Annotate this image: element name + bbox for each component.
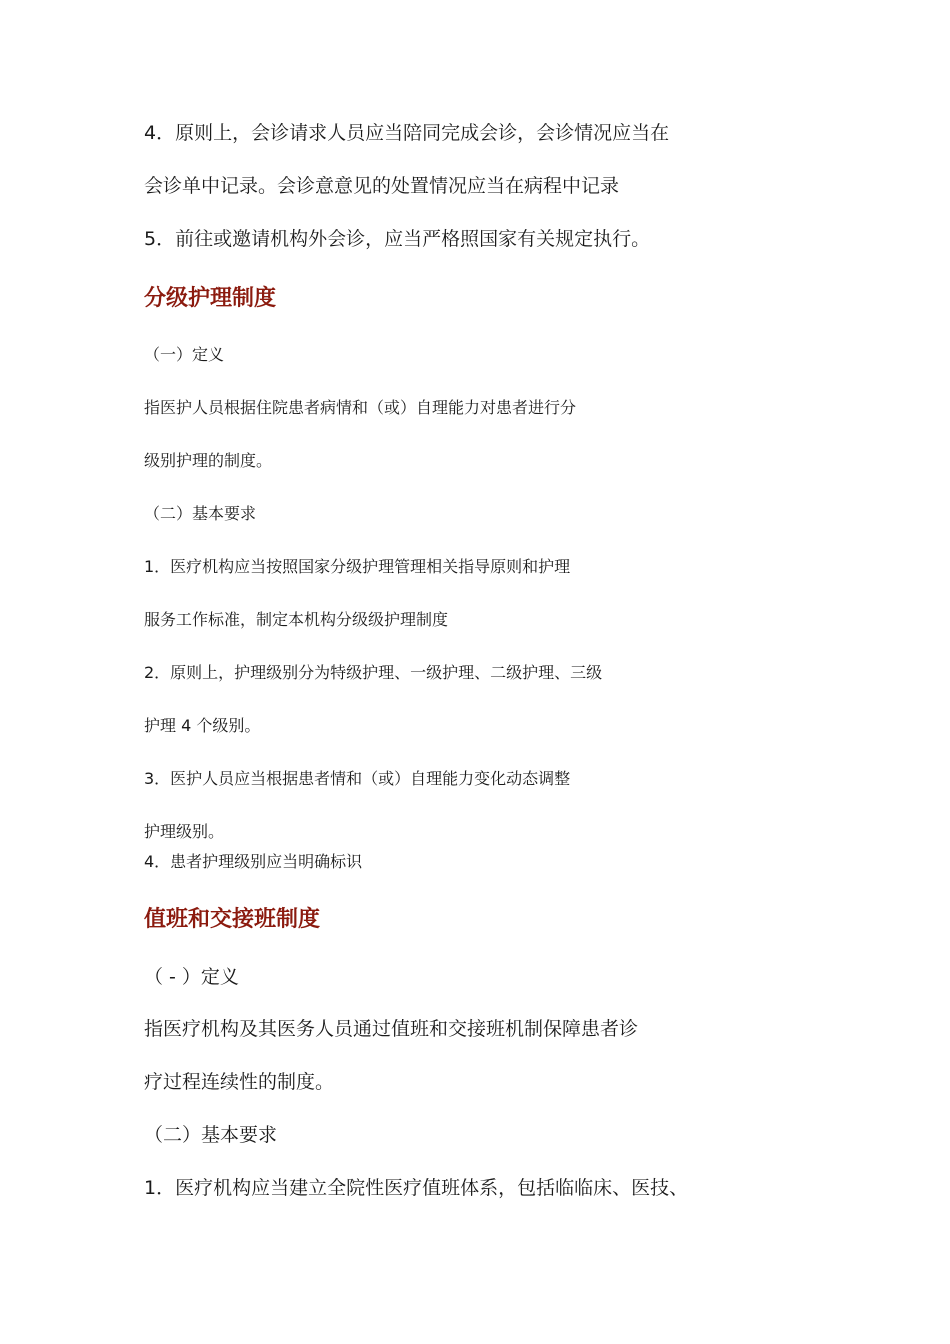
shift-definition-heading: （ - ）定义 xyxy=(144,966,239,988)
shift-definition-line-2: 疗过程连续性的制度。 xyxy=(144,1071,335,1093)
nursing-definition-line-1: 指医护人员根据住院患者病情和（或）自理能力对患者进行分 xyxy=(144,398,577,417)
shift-definition-line-1: 指医疗机构及其医务人员通过值班和交接班机制保障患者诊 xyxy=(144,1018,639,1040)
nursing-req-2-line-1: 2．原则上，护理级别分为特级护理、一级护理、二级护理、三级 xyxy=(144,663,603,682)
nursing-req-3-line-2: 护理级别。 xyxy=(144,822,225,841)
nursing-req-2-line-2: 护理 4 个级别。 xyxy=(144,716,261,735)
shift-req-1-line-1: 1．医疗机构应当建立全院性医疗值班体系，包括临临床、医技、 xyxy=(144,1177,689,1199)
nursing-req-1-line-1: 1．医疗机构应当按照国家分级护理管理相关指导原则和护理 xyxy=(144,557,571,576)
nursing-req-4: 4．患者护理级别应当明确标识 xyxy=(144,852,363,871)
nursing-req-3-line-1: 3．医护人员应当根据患者情和（或）自理能力变化动态调整 xyxy=(144,769,571,788)
consult-item-5: 5．前往或邀请机构外会诊，应当严格照国家有关规定执行。 xyxy=(144,228,651,250)
section-title-nursing: 分级护理制度 xyxy=(144,286,277,311)
nursing-definition-heading: （一）定义 xyxy=(144,345,225,364)
nursing-requirements-heading: （二）基本要求 xyxy=(144,504,257,523)
consult-item-4-line-2: 会诊单中记录。会诊意意见的处置情况应当在病程中记录 xyxy=(144,175,620,197)
section-title-shift: 值班和交接班制度 xyxy=(144,907,321,932)
consult-item-4-line-1: 4．原则上，会诊请求人员应当陪同完成会诊，会诊情况应当在 xyxy=(144,122,670,144)
nursing-req-1-line-2: 服务工作标准，制定本机构分级级护理制度 xyxy=(144,610,449,629)
shift-requirements-heading: （二）基本要求 xyxy=(144,1124,278,1146)
nursing-definition-line-2: 级别护理的制度。 xyxy=(144,451,273,470)
